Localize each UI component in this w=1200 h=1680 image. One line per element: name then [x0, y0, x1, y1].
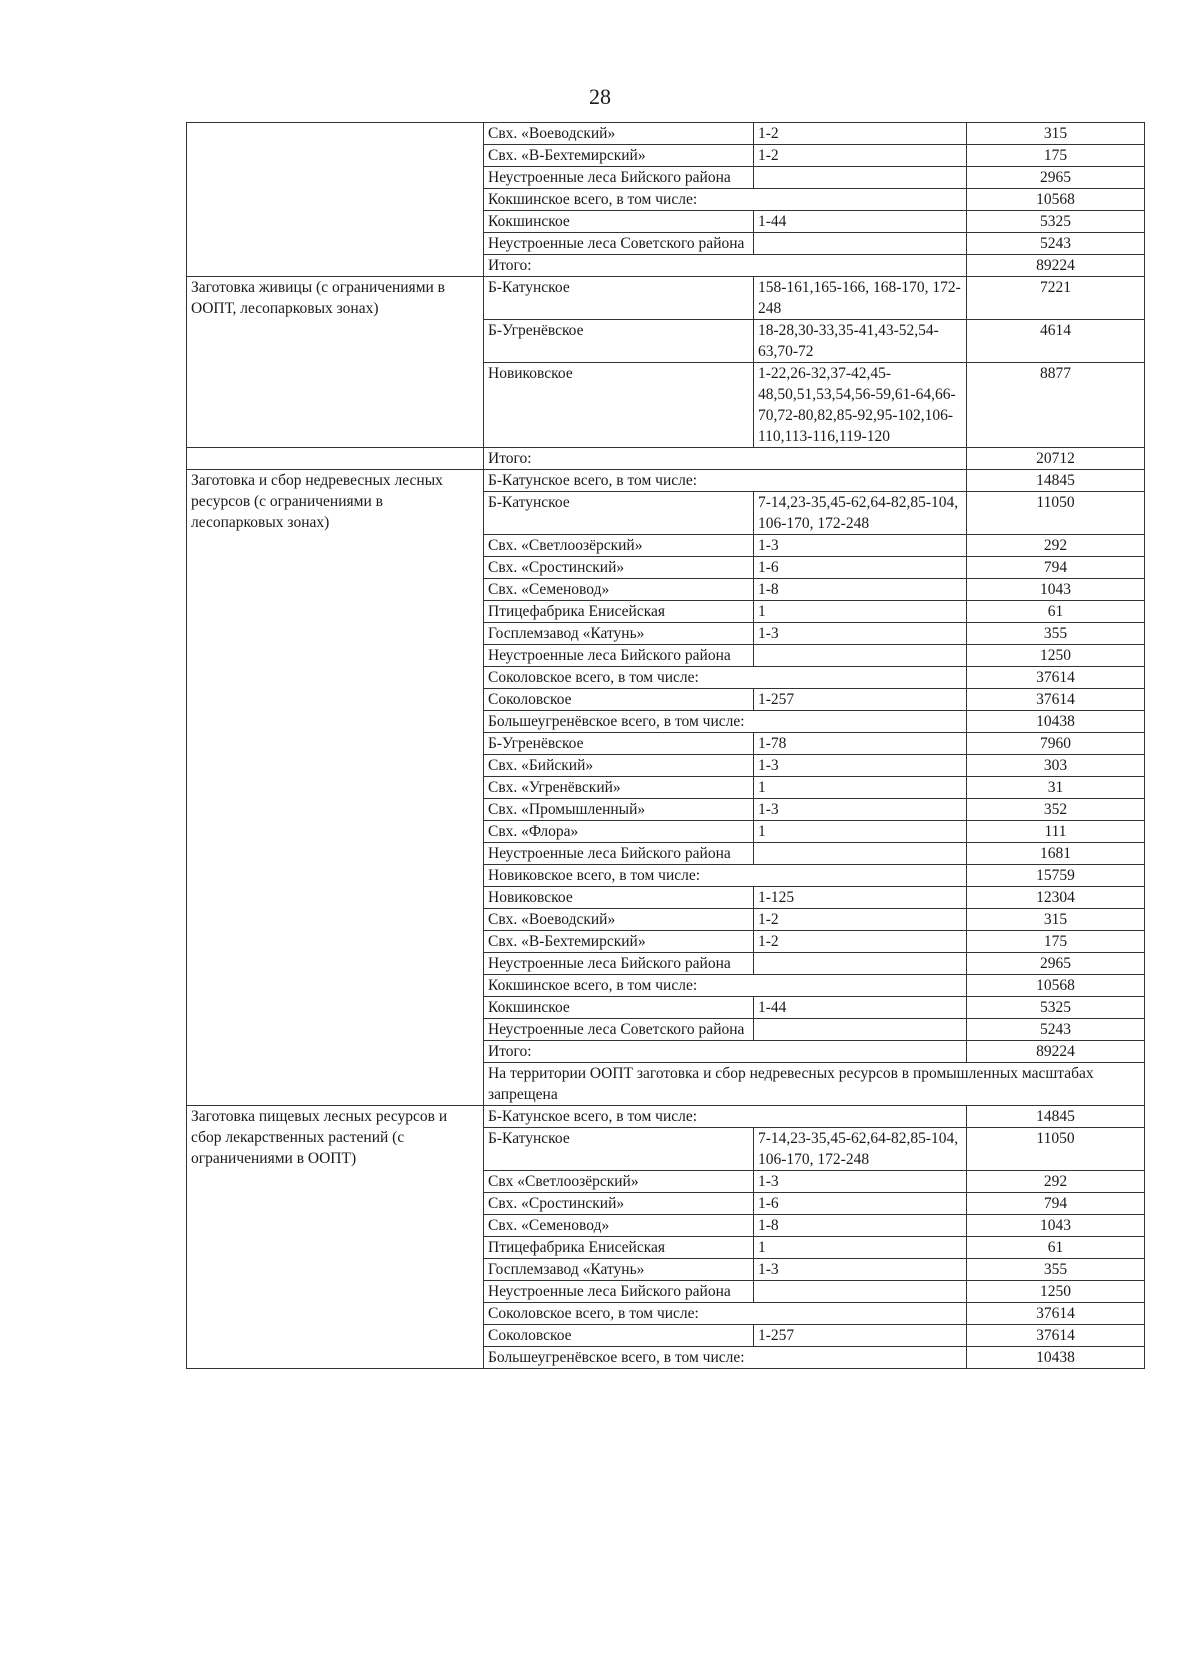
forestry-name-cell: Б-Катунское всего, в том числе: [484, 1106, 967, 1128]
forestry-name-cell: Свх. «Сростинский» [484, 1193, 754, 1215]
forestry-name-cell: Свх. «Флора» [484, 821, 754, 843]
forestry-name-cell: Госплемзавод «Катунь» [484, 623, 754, 645]
area-value-cell: 292 [967, 1171, 1145, 1193]
activity-cell: Заготовка пищевых лесных ресурсов и сбор лекарственных растений (с ограничениями в ООПТ) [187, 1106, 484, 1369]
table-row [187, 448, 1145, 470]
forestry-name-cell: Б-Катунское [484, 492, 754, 535]
area-value-cell: 1043 [967, 579, 1145, 601]
area-value-cell: 1250 [967, 1281, 1145, 1303]
table-body [187, 123, 1145, 1369]
area-value-cell: 794 [967, 1193, 1145, 1215]
forestry-name-cell: Большеугренёвское всего, в том числе: [484, 1347, 967, 1369]
area-value-cell: 355 [967, 1259, 1145, 1281]
area-value-cell: 10438 [967, 1347, 1145, 1369]
forestry-name-cell: Неустроенные леса Советского района [484, 233, 754, 255]
forestry-name-cell: Б-Катунское [484, 277, 754, 320]
forestry-name-cell: Свх. «Светлоозёрский» [484, 535, 754, 557]
forestry-name-cell: Новиковское всего, в том числе: [484, 865, 967, 887]
area-value-cell: 794 [967, 557, 1145, 579]
activity-cell: Заготовка живицы (с ограничениями в ООПТ, лесопарковых зонах) [187, 277, 484, 448]
table-row [187, 123, 1145, 145]
quarter-numbers-cell: 1-3 [754, 799, 967, 821]
forestry-name-cell: Новиковское [484, 887, 754, 909]
activity-cell [187, 123, 484, 277]
forestry-name-cell: Свх. «В-Бехтемирский» [484, 931, 754, 953]
area-value-cell: 315 [967, 123, 1145, 145]
area-value-cell: 175 [967, 931, 1145, 953]
forestry-name-cell: Итого: [484, 448, 967, 470]
area-value-cell: 175 [967, 145, 1145, 167]
area-value-cell: 37614 [967, 1303, 1145, 1325]
forestry-name-cell: Свх. «Угренёвский» [484, 777, 754, 799]
quarter-numbers-cell: 1-257 [754, 1325, 967, 1347]
quarter-numbers-cell: 1 [754, 821, 967, 843]
quarter-numbers-cell: 1-3 [754, 755, 967, 777]
quarter-numbers-cell: 1-3 [754, 623, 967, 645]
quarter-numbers-cell: 1-44 [754, 997, 967, 1019]
area-value-cell: 11050 [967, 1128, 1145, 1171]
forestry-name-cell: Итого: [484, 1041, 967, 1063]
quarter-numbers-cell [754, 1019, 967, 1041]
quarter-numbers-cell [754, 843, 967, 865]
forestry-name-cell: Свх «Светлоозёрский» [484, 1171, 754, 1193]
forestry-name-cell: Кокшинское [484, 211, 754, 233]
area-value-cell: 5243 [967, 233, 1145, 255]
forestry-name-cell: Птицефабрика Енисейская [484, 1237, 754, 1259]
area-value-cell: 89224 [967, 255, 1145, 277]
quarter-numbers-cell: 7-14,23-35,45-62,64-82,85-104, 106-170, 172-248 [754, 1128, 967, 1171]
area-value-cell: 303 [967, 755, 1145, 777]
quarter-numbers-cell [754, 645, 967, 667]
area-value-cell: 20712 [967, 448, 1145, 470]
quarter-numbers-cell: 7-14,23-35,45-62,64-82,85-104, 106-170, 172-248 [754, 492, 967, 535]
area-value-cell: 352 [967, 799, 1145, 821]
forestry-name-cell: Птицефабрика Енисейская [484, 601, 754, 623]
forest-resources-table [186, 122, 1145, 1369]
area-value-cell: 7221 [967, 277, 1145, 320]
area-value-cell: 12304 [967, 887, 1145, 909]
area-value-cell: 1043 [967, 1215, 1145, 1237]
forestry-name-cell: Свх. «Воеводский» [484, 909, 754, 931]
forestry-name-cell: Итого: [484, 255, 967, 277]
activity-cell: Заготовка и сбор недревесных лесных ресурсов (с ограничениями в лесопарковых зонах) [187, 470, 484, 1106]
quarter-numbers-cell [754, 1281, 967, 1303]
area-value-cell: 355 [967, 623, 1145, 645]
quarter-numbers-cell: 1-2 [754, 123, 967, 145]
quarter-numbers-cell: 1-3 [754, 1171, 967, 1193]
forestry-name-cell: Б-Катунское всего, в том числе: [484, 470, 967, 492]
area-value-cell: 10568 [967, 189, 1145, 211]
forestry-name-cell: Б-Катунское [484, 1128, 754, 1171]
area-value-cell: 37614 [967, 1325, 1145, 1347]
forestry-name-cell: Б-Угренёвское [484, 320, 754, 363]
forestry-name-cell: Большеугренёвское всего, в том числе: [484, 711, 967, 733]
table-row [187, 470, 1145, 492]
quarter-numbers-cell: 1-6 [754, 557, 967, 579]
quarter-numbers-cell: 1-8 [754, 1215, 967, 1237]
area-value-cell: 10438 [967, 711, 1145, 733]
note-cell: На территории ООПТ заготовка и сбор недревесных ресурсов в промышленных масштабах запрещена [484, 1063, 1145, 1106]
forestry-name-cell: Свх. «Семеновод» [484, 579, 754, 601]
quarter-numbers-cell: 1 [754, 777, 967, 799]
area-value-cell: 37614 [967, 689, 1145, 711]
forestry-name-cell: Соколовское всего, в том числе: [484, 667, 967, 689]
forestry-name-cell: Б-Угренёвское [484, 733, 754, 755]
quarter-numbers-cell: 1-44 [754, 211, 967, 233]
forestry-name-cell: Кокшинское [484, 997, 754, 1019]
quarter-numbers-cell: 158-161,165-166, 168-170, 172-248 [754, 277, 967, 320]
forestry-name-cell: Неустроенные леса Бийского района [484, 167, 754, 189]
area-value-cell: 5325 [967, 211, 1145, 233]
area-value-cell: 1250 [967, 645, 1145, 667]
forestry-name-cell: Свх. «Сростинский» [484, 557, 754, 579]
forestry-name-cell: Свх. «Семеновод» [484, 1215, 754, 1237]
area-value-cell: 2965 [967, 953, 1145, 975]
forestry-name-cell: Неустроенные леса Советского района [484, 1019, 754, 1041]
quarter-numbers-cell: 1-3 [754, 1259, 967, 1281]
quarter-numbers-cell [754, 167, 967, 189]
forestry-name-cell: Соколовское [484, 1325, 754, 1347]
quarter-numbers-cell: 1-8 [754, 579, 967, 601]
area-value-cell: 111 [967, 821, 1145, 843]
area-value-cell: 61 [967, 1237, 1145, 1259]
page-number: 28 [589, 84, 611, 109]
area-value-cell: 5243 [967, 1019, 1145, 1041]
forestry-name-cell: Неустроенные леса Бийского района [484, 645, 754, 667]
table-row [187, 277, 1145, 320]
forestry-name-cell: Свх. «Промышленный» [484, 799, 754, 821]
quarter-numbers-cell [754, 953, 967, 975]
area-value-cell: 7960 [967, 733, 1145, 755]
area-value-cell: 37614 [967, 667, 1145, 689]
forestry-name-cell: Свх. «В-Бехтемирский» [484, 145, 754, 167]
quarter-numbers-cell: 1-22,26-32,37-42,45-48,50,51,53,54,56-59,61-64,66-70,72-80,82,85-92,95-102,106-110,113-116,119-120 [754, 363, 967, 448]
quarter-numbers-cell [754, 233, 967, 255]
quarter-numbers-cell: 18-28,30-33,35-41,43-52,54-63,70-72 [754, 320, 967, 363]
table-row [187, 1106, 1145, 1128]
area-value-cell: 10568 [967, 975, 1145, 997]
forestry-name-cell: Соколовское всего, в том числе: [484, 1303, 967, 1325]
quarter-numbers-cell: 1 [754, 601, 967, 623]
quarter-numbers-cell: 1-78 [754, 733, 967, 755]
quarter-numbers-cell: 1-257 [754, 689, 967, 711]
forestry-name-cell: Кокшинское всего, в том числе: [484, 189, 967, 211]
forestry-name-cell: Свх. «Воеводский» [484, 123, 754, 145]
forestry-name-cell: Свх. «Бийский» [484, 755, 754, 777]
forestry-name-cell: Новиковское [484, 363, 754, 448]
area-value-cell: 11050 [967, 492, 1145, 535]
quarter-numbers-cell: 1-6 [754, 1193, 967, 1215]
area-value-cell: 14845 [967, 1106, 1145, 1128]
quarter-numbers-cell: 1-2 [754, 145, 967, 167]
quarter-numbers-cell: 1-3 [754, 535, 967, 557]
area-value-cell: 5325 [967, 997, 1145, 1019]
quarter-numbers-cell: 1-2 [754, 909, 967, 931]
forestry-name-cell: Соколовское [484, 689, 754, 711]
area-value-cell: 89224 [967, 1041, 1145, 1063]
area-value-cell: 292 [967, 535, 1145, 557]
quarter-numbers-cell: 1 [754, 1237, 967, 1259]
area-value-cell: 15759 [967, 865, 1145, 887]
forestry-name-cell: Госплемзавод «Катунь» [484, 1259, 754, 1281]
area-value-cell: 315 [967, 909, 1145, 931]
forestry-name-cell: Неустроенные леса Бийского района [484, 1281, 754, 1303]
area-value-cell: 61 [967, 601, 1145, 623]
quarter-numbers-cell: 1-2 [754, 931, 967, 953]
forestry-name-cell: Неустроенные леса Бийского района [484, 953, 754, 975]
area-value-cell: 2965 [967, 167, 1145, 189]
area-value-cell: 1681 [967, 843, 1145, 865]
forestry-name-cell: Кокшинское всего, в том числе: [484, 975, 967, 997]
forestry-name-cell: Неустроенные леса Бийского района [484, 843, 754, 865]
quarter-numbers-cell: 1-125 [754, 887, 967, 909]
activity-cell [187, 448, 484, 470]
area-value-cell: 14845 [967, 470, 1145, 492]
area-value-cell: 8877 [967, 363, 1145, 448]
area-value-cell: 4614 [967, 320, 1145, 363]
area-value-cell: 31 [967, 777, 1145, 799]
